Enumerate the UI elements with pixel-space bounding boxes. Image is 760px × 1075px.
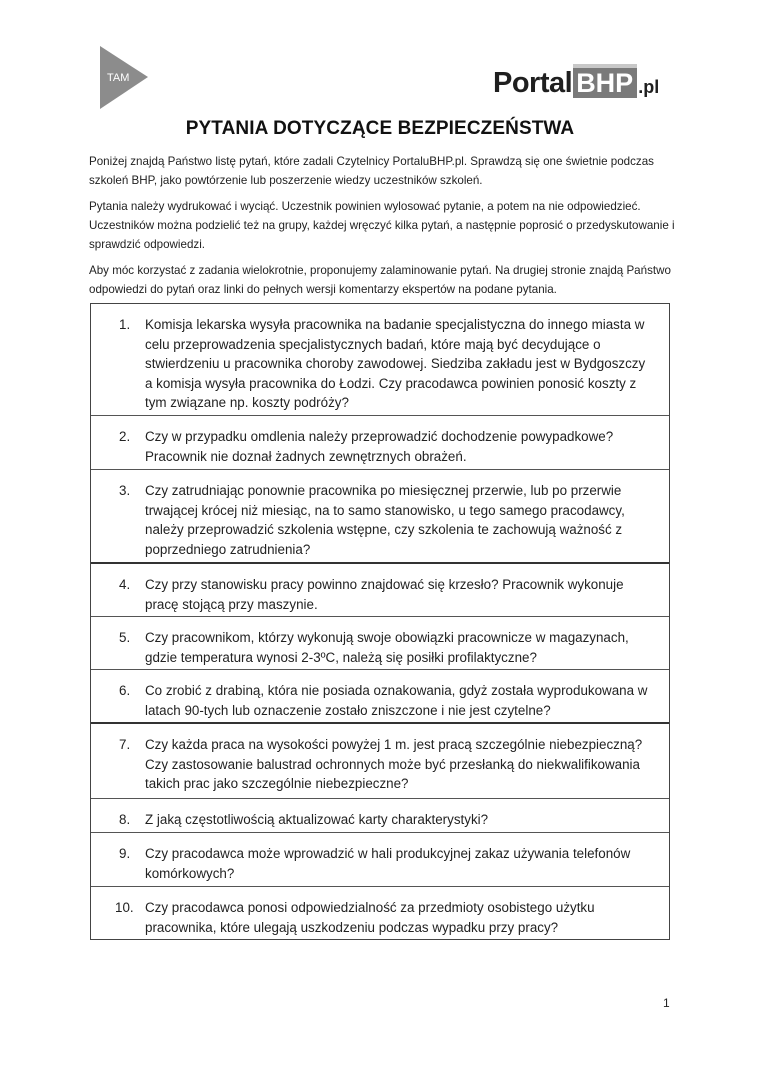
question-number: 6. [119, 683, 131, 698]
question-row [91, 833, 669, 887]
question-row [91, 724, 669, 799]
question-text: Czy zatrudniając ponownie pracownika po miesięcznej przerwie, lub po przerwie trwającej krócej niż miesiąc, na to samo stanowisko, u tego samego pracodawcy, należy przeprowadzić szkolenia wstępne, czy szkolenia te zachowują ważność z poprzedniego zatrudnienia? [145, 483, 625, 557]
question-row [91, 470, 669, 564]
question-number: 7. [119, 737, 131, 752]
question-row [91, 617, 669, 670]
question-text: Czy w przypadku omdlenia należy przeprowadzić dochodzenie powypadkowe? Pracownik nie doznał żadnych zewnętrznych obrażeń. [145, 429, 614, 464]
question-text: Komisja lekarska wysyła pracownika na badanie specjalistyczna do innego miasta w celu przeprowadzenia specjalistycznych badań, które mają być decydujące o stwierdzeniu u pracownika choroby zawodowej. Siedziba zakładu jest w Bydgoszczy a komisja wysyła pracownika do Łodzi. Czy pracodawca powinien ponosić koszty z tym związane np. koszty podróży? [145, 317, 646, 410]
intro-paragraph: Pytania należy wydrukować i wyciąć. Uczestnik powinien wylosować pytanie, a potem na nie odpowiedzieć. Uczestników można podzielić też na grupy, każdej wręczyć kilka pytań, a następnie poprosić o przedyskutowanie i sprawdzić odpowiedzi. [89, 200, 675, 251]
question-row [91, 416, 669, 470]
portalbhp-logo [493, 64, 659, 98]
question-text: Z jaką częstotliwością aktualizować karty charakterystyki? [145, 812, 489, 827]
question-text: Czy przy stanowisku pracy powinno znajdować się krzesło? Pracownik wykonuje pracę stojącą przy maszynie. [145, 577, 624, 612]
intro-paragraph: Aby móc korzystać z zadania wielokrotnie, proponujemy zalaminowanie pytań. Na drugiej stronie znajdą Państwo odpowiedzi do pytań oraz linki do pełnych wersji komentarzy ekspertów na podane pytania. [89, 264, 671, 296]
question-text: Czy każda praca na wysokości powyżej 1 m. jest pracą szczególnie niebezpieczną? Czy zastosowanie balustrad ochronnych może być przesłanką do niekwalifikowania takich prac jako szczególnie niebezpieczne? [145, 737, 643, 791]
questions-table [90, 303, 670, 940]
question-row [91, 670, 669, 724]
page-title: PYTANIA DOTYCZĄCE BEZPIECZEŃSTWA [185, 118, 575, 139]
question-number: 5. [119, 630, 131, 645]
question-number: 4. [119, 577, 131, 592]
question-number: 8. [119, 812, 131, 827]
question-text: Czy pracodawca ponosi odpowiedzialność za przedmioty osobistego użytku pracownika, które ulegają uszkodzeniu podczas wypadku przy pracy? [145, 900, 595, 935]
intro-paragraph: Poniżej znajdą Państwo listę pytań, które zadali Czytelnicy PortaluBHP.pl. Sprawdzą się one świetnie podczas szkoleń BHP, jako powtórzenie lub poszerzenie wiedzy uczestników szkoleń. [89, 155, 654, 187]
question-row [91, 887, 669, 939]
question-text: Czy pracodawca może wprowadzić w hali produkcyjnej zakaz używania telefonów komórkowych? [145, 846, 631, 881]
question-text: Czy pracownikom, którzy wykonują swoje obowiązki pracownicze w magazynach, gdzie temperatura wynosi 2-3ºC, należą się posiłki profilaktyczne? [145, 630, 629, 665]
question-number: 3. [119, 483, 131, 498]
question-row [91, 304, 669, 416]
question-number: 1. [119, 317, 131, 332]
tam-logo-text: TAM [107, 72, 130, 84]
page-number: 1 [663, 996, 670, 1010]
question-number: 2. [119, 429, 131, 444]
tam-triangle-icon [98, 46, 150, 110]
question-number: 9. [119, 846, 131, 861]
pl-logo-word: .pl [638, 77, 660, 97]
bhp-logo-box: BHP [573, 64, 637, 98]
question-text: Co zrobić z drabiną, która nie posiada oznakowania, gdyż została wyprodukowana w latach 90-tych lub oznaczenie zostało zniszczone i nie jest czytelne? [145, 683, 648, 718]
tam-logo [98, 46, 150, 110]
question-row [91, 564, 669, 617]
question-number: 10. [115, 900, 134, 915]
portal-logo-word: Portal [493, 67, 573, 99]
question-row [91, 799, 669, 833]
